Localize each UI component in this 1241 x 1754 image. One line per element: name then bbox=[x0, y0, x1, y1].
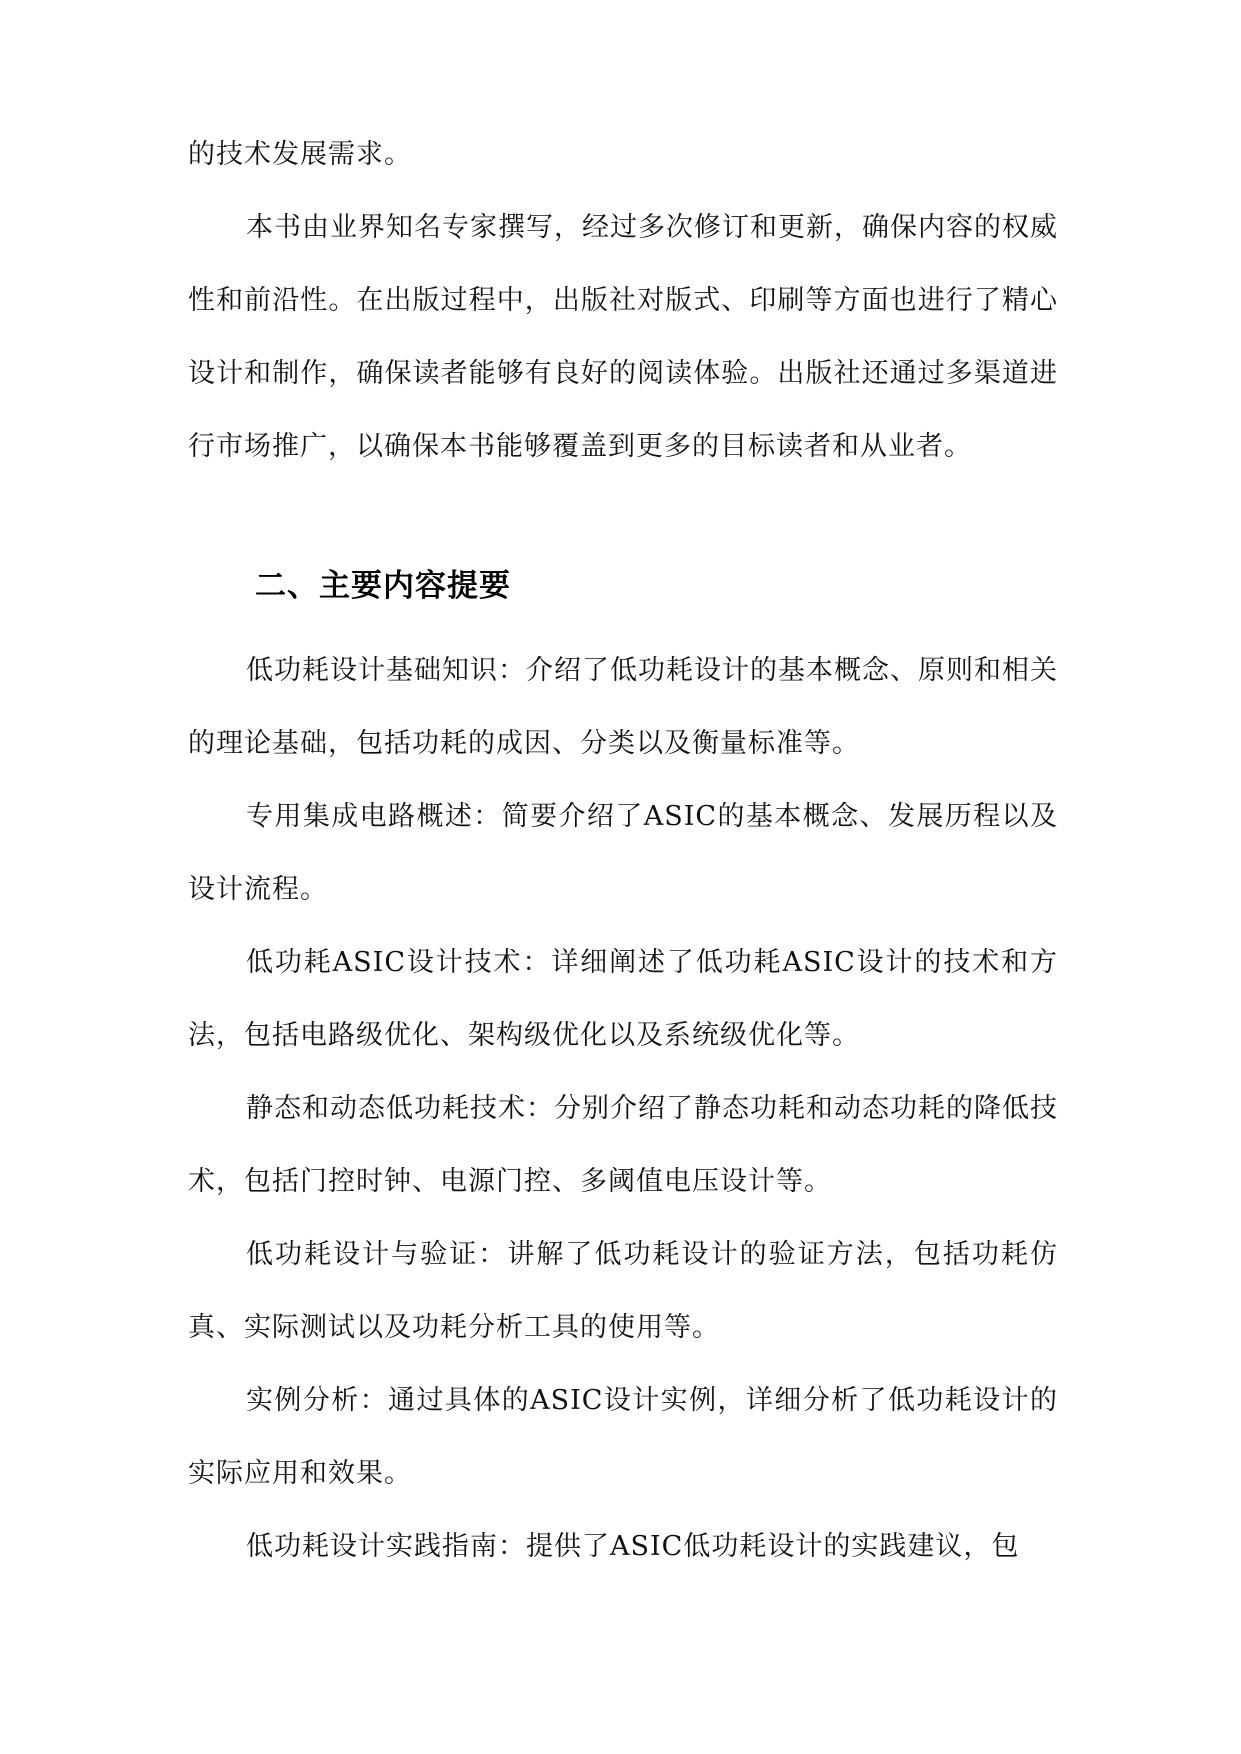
intro-section bbox=[188, 118, 1058, 483]
paragraph-practice-guide: 低功耗设计实践指南：提供了ASIC低功耗设计的实践建议，包 bbox=[246, 1531, 1020, 1562]
paragraph-static-dynamic-techniques: 静态和动态低功耗技术：分别介绍了静态功耗和动态功耗的降低技术，包括门控时钟、电源门控、多阈值电压设计等。 bbox=[188, 1093, 1058, 1197]
paragraph-continuation: 的技术发展需求。 bbox=[188, 139, 412, 170]
paragraph-low-power-basics: 低功耗设计基础知识：介绍了低功耗设计的基本概念、原则和相关的理论基础，包括功耗的成因、分类以及衡量标准等。 bbox=[188, 655, 1058, 759]
section-heading: 二、主要内容提要 bbox=[255, 568, 511, 604]
paragraph-case-analysis: 实例分析：通过具体的ASIC设计实例，详细分析了低功耗设计的实际应用和效果。 bbox=[188, 1385, 1058, 1489]
content-summary-section bbox=[188, 634, 1058, 1583]
paragraph-publication-info: 本书由业界知名专家撰写，经过多次修订和更新，确保内容的权威性和前沿性。在出版过程中，出版社对版式、印刷等方面也进行了精心设计和制作，确保读者能够有良好的阅读体验。出版社还通过多渠道进行市场推广，以确保本书能够覆盖到更多的目标读者和从业者。 bbox=[188, 212, 1058, 462]
paragraph-design-verification: 低功耗设计与验证：讲解了低功耗设计的验证方法，包括功耗仿真、实际测试以及功耗分析工具的使用等。 bbox=[188, 1239, 1058, 1343]
paragraph-low-power-asic-techniques: 低功耗ASIC设计技术：详细阐述了低功耗ASIC设计的技术和方法，包括电路级优化、架构级优化以及系统级优化等。 bbox=[188, 947, 1058, 1051]
paragraph-asic-overview: 专用集成电路概述：简要介绍了ASIC的基本概念、发展历程以及设计流程。 bbox=[188, 801, 1058, 905]
